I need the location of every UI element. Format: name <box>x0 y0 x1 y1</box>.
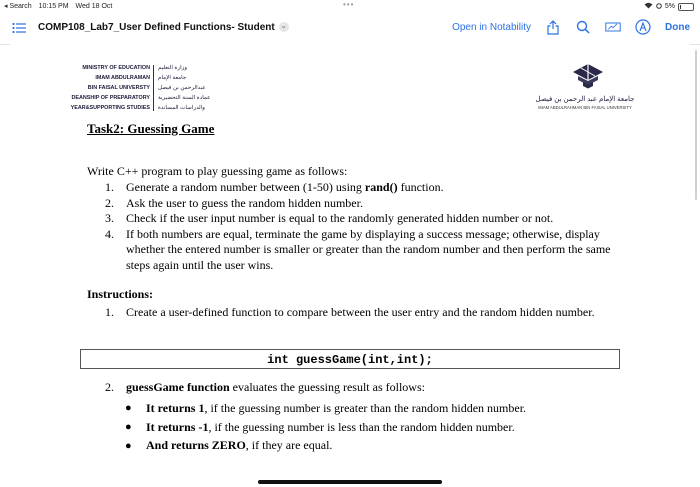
ministry-line-ar: جامعة الإمام <box>158 75 187 81</box>
ministry-line-ar: والدراسات المساندة <box>158 105 205 111</box>
battery-icon <box>678 3 694 11</box>
bullet-bold: It returns -1 <box>146 419 209 434</box>
list-item <box>125 418 625 437</box>
annotate-icon[interactable] <box>605 19 621 35</box>
bullet-icon: ● <box>125 421 132 434</box>
instruction-text: evaluates the guessing result as follows: <box>229 380 425 394</box>
ministry-line: DEANSHIP OF PREPARATORY <box>71 95 150 101</box>
list-item <box>105 180 620 196</box>
step-bold: rand() <box>364 180 398 194</box>
status-bar <box>0 0 700 13</box>
list-item <box>105 227 620 274</box>
chevron-down-icon[interactable]: ⌄ <box>279 22 289 32</box>
step-text: Ask the user to guess the random hidden number. <box>126 195 363 210</box>
bullet-bold: It returns 1 <box>146 400 205 415</box>
ministry-line: IMAM ABDULRAMAN <box>95 75 150 81</box>
step-number: 1. <box>105 180 114 194</box>
task-intro: Write C++ program to play guessing game as follows: <box>87 164 348 178</box>
list-item <box>105 196 620 212</box>
return-values-list <box>125 399 625 455</box>
header-divider <box>153 65 154 111</box>
share-icon[interactable] <box>545 19 561 35</box>
step-number: 3. <box>105 211 114 226</box>
university-logo <box>569 62 607 97</box>
multitask-dots-icon[interactable]: ••• <box>343 0 355 9</box>
instruction-item <box>105 380 620 395</box>
bullet-text: , if the guessing number is less than the random hidden number. <box>208 419 515 434</box>
bullet-icon: ● <box>125 402 132 415</box>
step-text: Check if the user input number is equal to the randomly generated hidden number or not. <box>126 211 554 226</box>
step-text: If both numbers are equal, terminate the game by displaying a success message; otherwise, display whether the entered number is smaller or greater than the random number and then perform the same steps again until the user wins. <box>126 226 611 272</box>
step-number: 4. <box>105 226 114 241</box>
instructions-heading: Instructions: <box>87 287 154 301</box>
code-box <box>80 349 620 369</box>
list-item <box>125 436 625 455</box>
open-in-notability-button[interactable]: Open in Notability <box>452 21 531 33</box>
function-prototype: int guessGame(int,int); <box>267 353 433 367</box>
university-name-arabic: جامعة الإمام عبد الرحمن بن فيصل <box>535 96 635 103</box>
ministry-line: YEAR&SUPPORTING STUDIES <box>70 105 150 111</box>
ministry-line-ar: عمادة السنة التحضيرية <box>158 95 211 101</box>
location-icon <box>656 3 662 11</box>
ministry-english <box>50 63 150 113</box>
done-button[interactable]: Done <box>665 21 690 33</box>
list-icon[interactable] <box>12 22 26 34</box>
ministry-line: MINISTRY OF EDUCATION <box>82 65 150 71</box>
university-name-english: IMAM ABDULRAHMAN BIN FAISAL UNIVERSITY <box>538 105 632 110</box>
bullet-bold: And returns ZERO <box>146 438 246 453</box>
instruction-number: 1. <box>105 305 114 319</box>
step-text-end: function. <box>397 180 444 194</box>
bullet-text: , if the guessing number is greater than the random hidden number. <box>204 400 527 415</box>
bullet-icon: ● <box>125 439 132 452</box>
wifi-icon <box>644 2 653 11</box>
top-toolbar <box>0 13 700 45</box>
ministry-line-ar: عبدالرحمن بن فيصل <box>158 85 206 91</box>
ministry-line-ar: وزارة التعليم <box>158 65 188 71</box>
ministry-line: BIN FAISAL UNIVERSTY <box>87 85 150 91</box>
instruction-text: Create a user-defined function to compare between the user entry and the random hidden number. <box>126 305 595 319</box>
instruction-item <box>105 304 620 321</box>
task-steps <box>105 180 620 274</box>
step-text: Generate a random number between (1-50) using <box>126 180 365 194</box>
task-title: Task2: Guessing Game <box>87 121 215 136</box>
list-item <box>125 399 625 418</box>
list-item <box>105 211 620 227</box>
back-to-search[interactable]: ◂ Search <box>4 3 32 10</box>
step-number: 2. <box>105 195 114 210</box>
document-title[interactable] <box>38 22 289 33</box>
battery-percent: 5% <box>664 3 675 10</box>
instruction-bold: guessGame function <box>126 380 230 394</box>
status-date: Wed 18 Oct <box>75 3 113 10</box>
ministry-arabic <box>158 63 210 113</box>
scrollbar[interactable] <box>695 50 697 200</box>
search-icon[interactable] <box>575 19 591 35</box>
document-title-text: COMP108_Lab7_User Defined Functions- Student <box>38 22 275 33</box>
home-indicator[interactable] <box>258 480 442 484</box>
markup-icon[interactable] <box>635 19 651 35</box>
status-time: 10:15 PM <box>38 3 69 10</box>
instruction-number: 2. <box>105 380 114 394</box>
bullet-text: , if they are equal. <box>245 438 333 453</box>
